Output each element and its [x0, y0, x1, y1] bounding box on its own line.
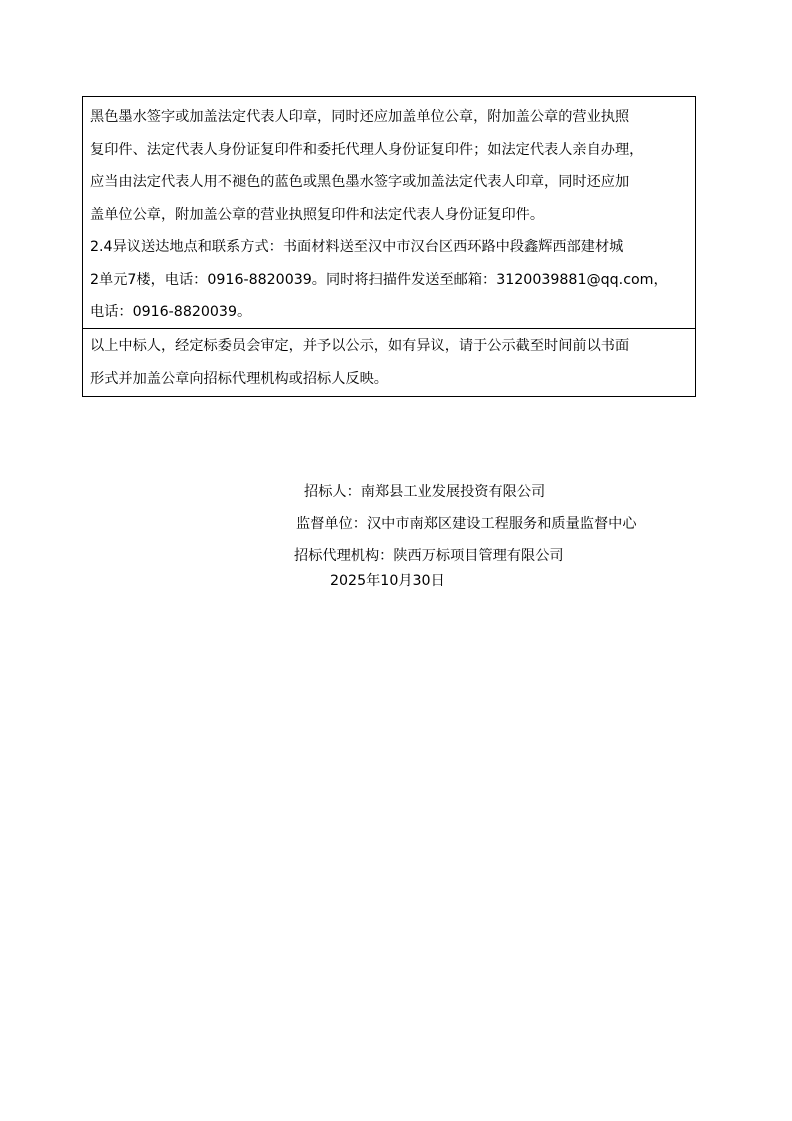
notice-table — [82, 96, 696, 397]
agency-line: 招标代理机构：陕西万标项目管理有限公司 — [294, 548, 564, 564]
text-line: 应当由法定代表人用不褪色的蓝色或黑色墨水签字或加盖法定代表人印章，同时还应加 — [90, 174, 630, 190]
tenderer-line: 招标人：南郑县工业发展投资有限公司 — [304, 484, 546, 500]
objection-procedure-cell — [83, 97, 695, 328]
text-line: 黑色墨水签字或加盖法定代表人印章，同时还应加盖单位公章，附加盖公章的营业执照 — [90, 109, 630, 125]
objection-address-line: 2.4异议送达地点和联系方式：书面材料送至汉中市汉台区西环路中段鑫辉西部建材城 — [90, 239, 624, 255]
text-line: 盖单位公章，附加盖公章的营业执照复印件和法定代表人身份证复印件。 — [90, 206, 545, 223]
text-line: 复印件、法定代表人身份证复印件和委托代理人身份证复印件；如法定代表人亲自办理， — [90, 141, 644, 158]
date-line: 2025年10月30日 — [330, 573, 445, 589]
text-line: 形式并加盖公章向招标代理机构或招标人反映。 — [90, 370, 388, 387]
publicity-statement-cell — [83, 328, 695, 396]
text-line: 以上中标人，经定标委员会审定，并予以公示，如有异议，请于公示截至时间前以书面 — [90, 338, 630, 354]
supervisor-line: 监督单位：汉中市南郑区建设工程服务和质量监督中心 — [296, 516, 637, 532]
phone-line: 电话：0916-8820039。 — [90, 304, 252, 320]
contact-line: 2单元7楼，电话：0916-8820039。同时将扫描件发送至邮箱：3120039881@qq.com， — [90, 271, 668, 288]
